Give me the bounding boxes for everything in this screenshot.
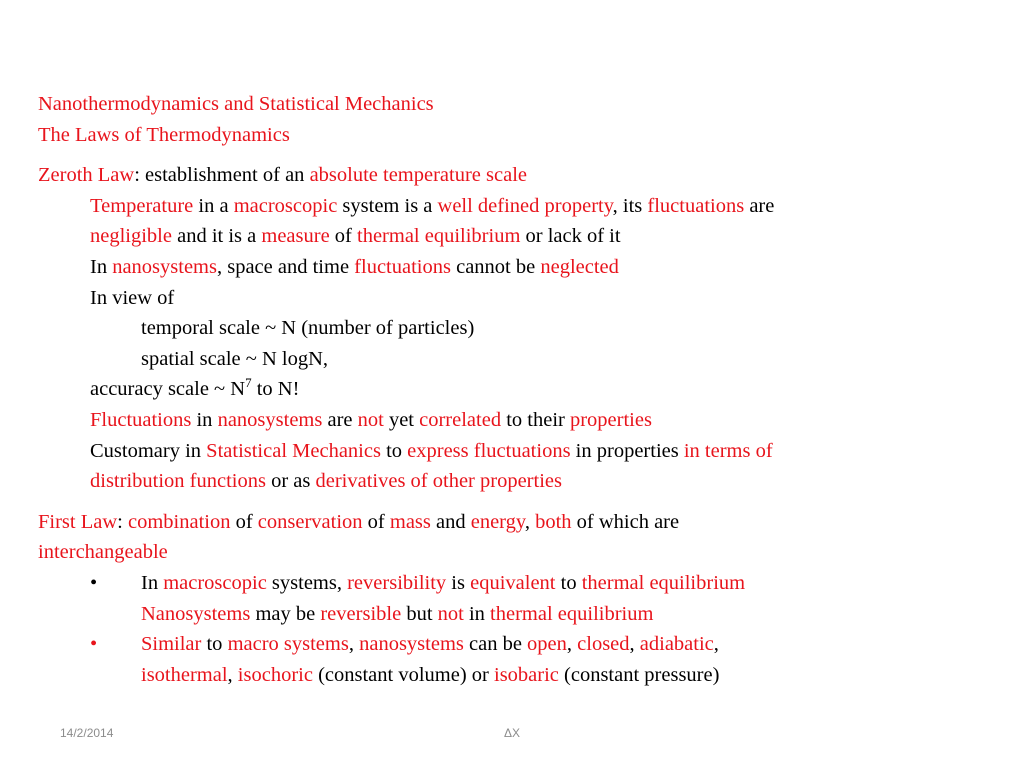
- highlight-term: macro systems: [227, 633, 349, 656]
- text-run: cannot be: [450, 255, 541, 278]
- highlight-term: reversible: [320, 602, 402, 625]
- text-run: and it is a: [171, 225, 262, 248]
- highlight-term: nanosystems: [359, 633, 464, 656]
- slide-subtitle: The Laws of Thermodynamics: [38, 123, 290, 146]
- text-run: or lack of it: [520, 225, 621, 248]
- bullet-marker: •: [90, 571, 98, 594]
- highlight-term: absolute temperature scale: [309, 164, 527, 187]
- text-run: to: [380, 439, 408, 462]
- text-run: in a: [193, 194, 234, 217]
- highlight-term: Statistical Mechanics: [206, 439, 381, 462]
- text-run: to N!: [251, 378, 300, 401]
- highlight-term: not: [357, 408, 384, 431]
- text-run: in: [191, 408, 218, 431]
- temporal-line: [38, 313, 998, 344]
- interchangeable-line: [38, 537, 998, 568]
- text-run: ,: [566, 633, 578, 656]
- footer-date: 14/2/2014: [60, 726, 114, 740]
- text-run: can be: [463, 633, 528, 656]
- highlight-term: measure: [261, 225, 330, 248]
- highlight-term: open: [527, 633, 567, 656]
- text-run: is: [446, 571, 471, 594]
- highlight-term: Fluctuations: [90, 408, 192, 431]
- highlight-term: fluctuations: [647, 194, 745, 217]
- superscript: 7: [245, 375, 252, 391]
- highlight-term: energy: [470, 510, 525, 533]
- text-run: system is a: [337, 194, 438, 217]
- text-run: are: [322, 408, 358, 431]
- highlight-term: nanosystems: [112, 255, 217, 278]
- highlight-term: macroscopic: [233, 194, 338, 217]
- text-run: In: [90, 255, 113, 278]
- highlight-term: both: [535, 510, 572, 533]
- text-run: are: [744, 194, 775, 217]
- bullet-2-line-2: [38, 660, 998, 691]
- text-run: to: [555, 571, 582, 594]
- text-run: :: [117, 510, 128, 533]
- text-run: or as: [265, 470, 316, 493]
- fluctuations-line: [38, 405, 998, 436]
- text-run: of which are: [571, 510, 680, 533]
- negligible-line: [38, 221, 998, 252]
- highlight-term: Temperature: [90, 194, 194, 217]
- highlight-term: well defined property: [437, 194, 613, 217]
- highlight-term: isobaric: [494, 663, 559, 686]
- highlight-term: adiabatic: [639, 633, 714, 656]
- highlight-term: not: [437, 602, 464, 625]
- text-run: , space and time: [216, 255, 355, 278]
- text-run: in: [463, 602, 491, 625]
- text-run: of: [362, 510, 390, 533]
- text-run: and: [430, 510, 471, 533]
- highlight-term: mass: [389, 510, 431, 533]
- text-run: ,: [629, 633, 640, 656]
- text-run: in properties: [570, 439, 684, 462]
- highlight-term: closed: [577, 633, 630, 656]
- body-lines: [38, 160, 998, 690]
- spatial-line: [38, 344, 998, 375]
- highlight-term: Nanosystems: [141, 602, 251, 625]
- text-run: : establishment of an: [134, 164, 310, 187]
- highlight-term: thermal equilibrium: [357, 225, 521, 248]
- highlight-term: macroscopic: [163, 571, 267, 594]
- slide-body: [38, 89, 998, 690]
- bullet-1-line-1: [38, 568, 998, 599]
- text-run: ,: [524, 510, 536, 533]
- in-view-line: [38, 283, 998, 314]
- text-run: temporal scale ~ N (number of particles): [141, 317, 475, 340]
- text-run: systems,: [266, 571, 348, 594]
- text-run: yet: [383, 408, 420, 431]
- highlight-term: isothermal: [141, 663, 228, 686]
- text-run: ,: [227, 663, 238, 686]
- bullet-marker: •: [90, 633, 98, 656]
- highlight-term: Zeroth Law: [38, 164, 135, 187]
- text-run: , its: [612, 194, 648, 217]
- distribution-line: [38, 466, 998, 497]
- text-run: (constant pressure): [558, 663, 720, 686]
- highlight-term: reversibility: [347, 571, 447, 594]
- text-run: to: [201, 633, 228, 656]
- highlight-term: conservation: [257, 510, 363, 533]
- text-run: of: [230, 510, 258, 533]
- text-run: may be: [250, 602, 321, 625]
- footer-center-text: ΔX: [504, 726, 521, 740]
- text-run: to their: [501, 408, 570, 431]
- highlight-term: combination: [127, 510, 231, 533]
- highlight-term: nanosystems: [217, 408, 323, 431]
- bullet-1-line-2: [38, 599, 998, 630]
- highlight-term: correlated: [419, 408, 502, 431]
- highlight-term: isochoric: [237, 663, 313, 686]
- text-run: In view of: [90, 286, 175, 309]
- bullet-2-line-1: [38, 629, 998, 660]
- text-run: In: [141, 571, 164, 594]
- temperature-line: [38, 191, 998, 222]
- highlight-term: distribution functions: [90, 470, 266, 493]
- highlight-term: properties: [569, 408, 652, 431]
- text-run: but: [401, 602, 438, 625]
- zeroth-heading: [38, 160, 998, 191]
- text-run: (constant volume) or: [312, 663, 494, 686]
- slide-title: Nanothermodynamics and Statistical Mechanics: [38, 93, 434, 115]
- highlight-term: equivalent: [470, 571, 556, 594]
- highlight-term: derivatives of other properties: [315, 470, 562, 493]
- highlight-term: thermal equilibrium: [581, 571, 746, 594]
- highlight-term: thermal equilibrium: [490, 602, 654, 625]
- highlight-term: First Law: [38, 510, 118, 533]
- highlight-term: Similar: [141, 633, 202, 656]
- text-run: ,: [348, 633, 360, 656]
- highlight-term: negligible: [90, 225, 172, 248]
- accuracy-line: [38, 374, 998, 405]
- text-run: spatial scale ~ N logN,: [141, 347, 329, 370]
- text-run: Customary in: [90, 439, 207, 462]
- highlight-term: interchangeable: [38, 541, 168, 564]
- first-law-heading: [38, 507, 998, 538]
- text-run: of: [329, 225, 357, 248]
- customary-line: [38, 436, 998, 467]
- nanosystems-line: [38, 252, 998, 283]
- highlight-term: fluctuations: [354, 255, 451, 278]
- text-run: accuracy scale ~ N: [90, 378, 246, 401]
- highlight-term: in terms of: [683, 439, 773, 462]
- highlight-term: express fluctuations: [407, 439, 571, 462]
- highlight-term: neglected: [540, 255, 619, 278]
- text-run: ,: [713, 633, 719, 656]
